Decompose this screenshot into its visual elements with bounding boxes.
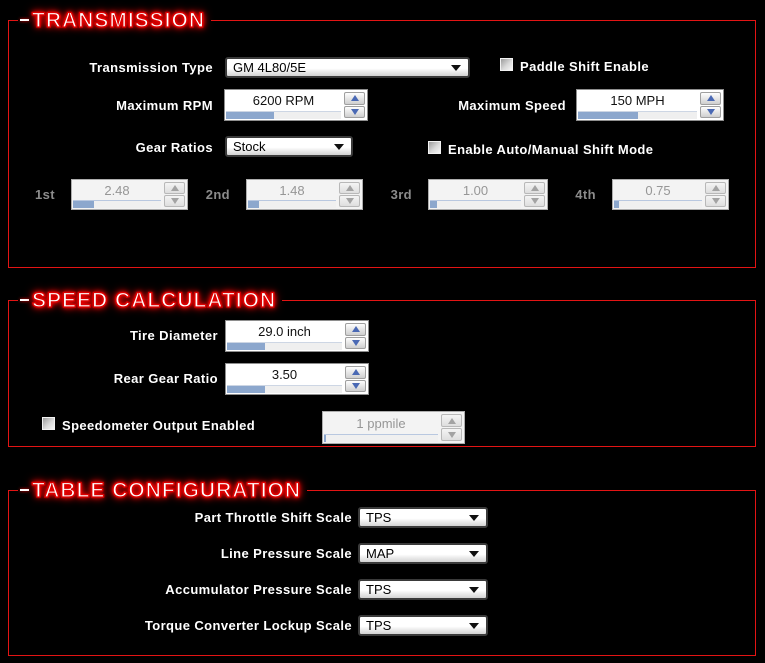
spin-down-button — [164, 195, 185, 207]
transmission-title: TRANSMISSION — [18, 10, 211, 32]
spin-up-button[interactable] — [345, 366, 366, 379]
gear-4th-spinner — [612, 179, 729, 210]
arrow-up-icon — [346, 185, 354, 191]
chevron-down-icon — [469, 551, 479, 557]
part-throttle-shift-scale-select[interactable] — [358, 507, 488, 528]
spin-down-button[interactable] — [345, 380, 366, 393]
speedometer-output-spinner — [322, 411, 465, 444]
gear-ratios-select[interactable] — [225, 136, 353, 157]
spin-up-button[interactable] — [700, 92, 721, 105]
spin-up-button[interactable] — [345, 323, 366, 336]
arrow-down-icon — [531, 198, 539, 204]
arrow-down-icon — [352, 383, 360, 389]
line-pressure-scale-label: Line Pressure Scale — [220, 546, 352, 561]
spin-down-button — [705, 195, 726, 207]
gear-3rd-progress — [430, 200, 521, 208]
gear-3rd-value: 1.00 — [462, 182, 489, 198]
max-rpm-label: Maximum RPM — [116, 98, 213, 113]
rear-gear-ratio-value[interactable]: 3.50 — [271, 367, 298, 382]
paddle-shift-label: Paddle Shift Enable — [520, 59, 649, 74]
tire-diameter-value[interactable]: 29.0 inch — [258, 324, 311, 339]
speed-calculation-title: SPEED CALCULATION — [18, 290, 282, 312]
tire-diameter-spinner[interactable] — [225, 320, 369, 352]
gear-1st-value: 2.48 — [104, 182, 130, 198]
max-rpm-progress — [226, 111, 341, 119]
part-throttle-shift-scale-label: Part Throttle Shift Scale — [194, 510, 352, 525]
speedometer-output-checkbox[interactable] — [42, 417, 55, 430]
paddle-shift-checkbox[interactable] — [500, 58, 513, 71]
accumulator-pressure-scale-value: TPS — [366, 582, 392, 597]
arrow-up-icon — [448, 418, 456, 424]
auto-manual-shift-label: Enable Auto/Manual Shift Mode — [448, 142, 654, 157]
max-speed-spinner[interactable] — [576, 89, 724, 121]
torque-converter-lockup-scale-value: TPS — [366, 618, 392, 633]
gear-4th-label: 4th — [575, 187, 596, 202]
max-speed-label: Maximum Speed — [458, 98, 566, 113]
accumulator-pressure-scale-select[interactable] — [358, 579, 488, 600]
chevron-down-icon — [451, 65, 461, 71]
arrow-down-icon — [712, 198, 720, 204]
torque-converter-lockup-scale-label: Torque Converter Lockup Scale — [144, 618, 352, 633]
tire-diameter-label: Tire Diameter — [129, 328, 218, 343]
auto-manual-shift-checkbox[interactable] — [428, 141, 441, 154]
accumulator-pressure-scale-label: Accumulator Pressure Scale — [165, 582, 352, 597]
gear-2nd-value: 1.48 — [279, 182, 305, 198]
rear-gear-ratio-label: Rear Gear Ratio — [113, 371, 218, 386]
max-rpm-value[interactable]: 6200 RPM — [252, 93, 315, 108]
rear-gear-ratio-progress — [227, 385, 342, 393]
gear-1st-label: 1st — [35, 187, 55, 202]
speedometer-output-progress — [324, 434, 438, 442]
arrow-down-icon — [707, 109, 715, 115]
arrow-up-icon — [171, 185, 179, 191]
arrow-down-icon — [448, 432, 456, 438]
gear-3rd-label: 3rd — [390, 187, 412, 202]
spin-down-button — [339, 195, 360, 207]
spin-up-button — [441, 414, 462, 427]
transmission-type-label: Transmission Type — [89, 60, 213, 75]
gear-4th-value: 0.75 — [645, 182, 671, 198]
gear-ratios-label: Gear Ratios — [135, 140, 213, 155]
spin-up-button — [164, 182, 185, 194]
chevron-down-icon — [469, 587, 479, 593]
chevron-down-icon — [334, 144, 344, 150]
transmission-type-select[interactable] — [225, 57, 470, 78]
max-speed-value[interactable]: 150 MPH — [610, 93, 665, 108]
arrow-up-icon — [712, 185, 720, 191]
tire-diameter-progress — [227, 342, 342, 350]
line-pressure-scale-value: MAP — [366, 546, 395, 561]
spin-up-button — [524, 182, 545, 194]
gear-2nd-progress — [248, 200, 336, 208]
arrow-up-icon — [352, 369, 360, 375]
transmission-type-value: GM 4L80/5E — [233, 60, 306, 75]
arrow-up-icon — [531, 185, 539, 191]
arrow-down-icon — [352, 340, 360, 346]
gear-ratios-value: Stock — [233, 139, 266, 154]
table-configuration-title: TABLE CONFIGURATION — [18, 480, 307, 502]
arrow-down-icon — [346, 198, 354, 204]
gear-4th-progress — [614, 200, 702, 208]
spin-up-button — [705, 182, 726, 194]
arrow-up-icon — [707, 95, 715, 101]
speedometer-output-label: Speedometer Output Enabled — [62, 418, 256, 433]
spin-up-button — [339, 182, 360, 194]
spin-down-button[interactable] — [700, 106, 721, 119]
spin-down-button[interactable] — [345, 337, 366, 350]
arrow-down-icon — [171, 198, 179, 204]
spin-down-button — [524, 195, 545, 207]
gear-2nd-spinner — [246, 179, 363, 210]
chevron-down-icon — [469, 623, 479, 629]
chevron-down-icon — [469, 515, 479, 521]
line-pressure-scale-select[interactable] — [358, 543, 488, 564]
max-rpm-spinner[interactable] — [224, 89, 368, 121]
rear-gear-ratio-spinner[interactable] — [225, 363, 369, 395]
part-throttle-shift-scale-value: TPS — [366, 510, 392, 525]
gear-1st-progress — [73, 200, 161, 208]
max-speed-progress — [578, 111, 697, 119]
torque-converter-lockup-scale-select[interactable] — [358, 615, 488, 636]
speedometer-output-value: 1 ppmile — [356, 415, 406, 431]
gear-3rd-spinner — [428, 179, 548, 210]
gear-2nd-label: 2nd — [205, 187, 230, 202]
arrow-up-icon — [352, 326, 360, 332]
spin-down-button — [441, 428, 462, 441]
gear-1st-spinner — [71, 179, 188, 210]
